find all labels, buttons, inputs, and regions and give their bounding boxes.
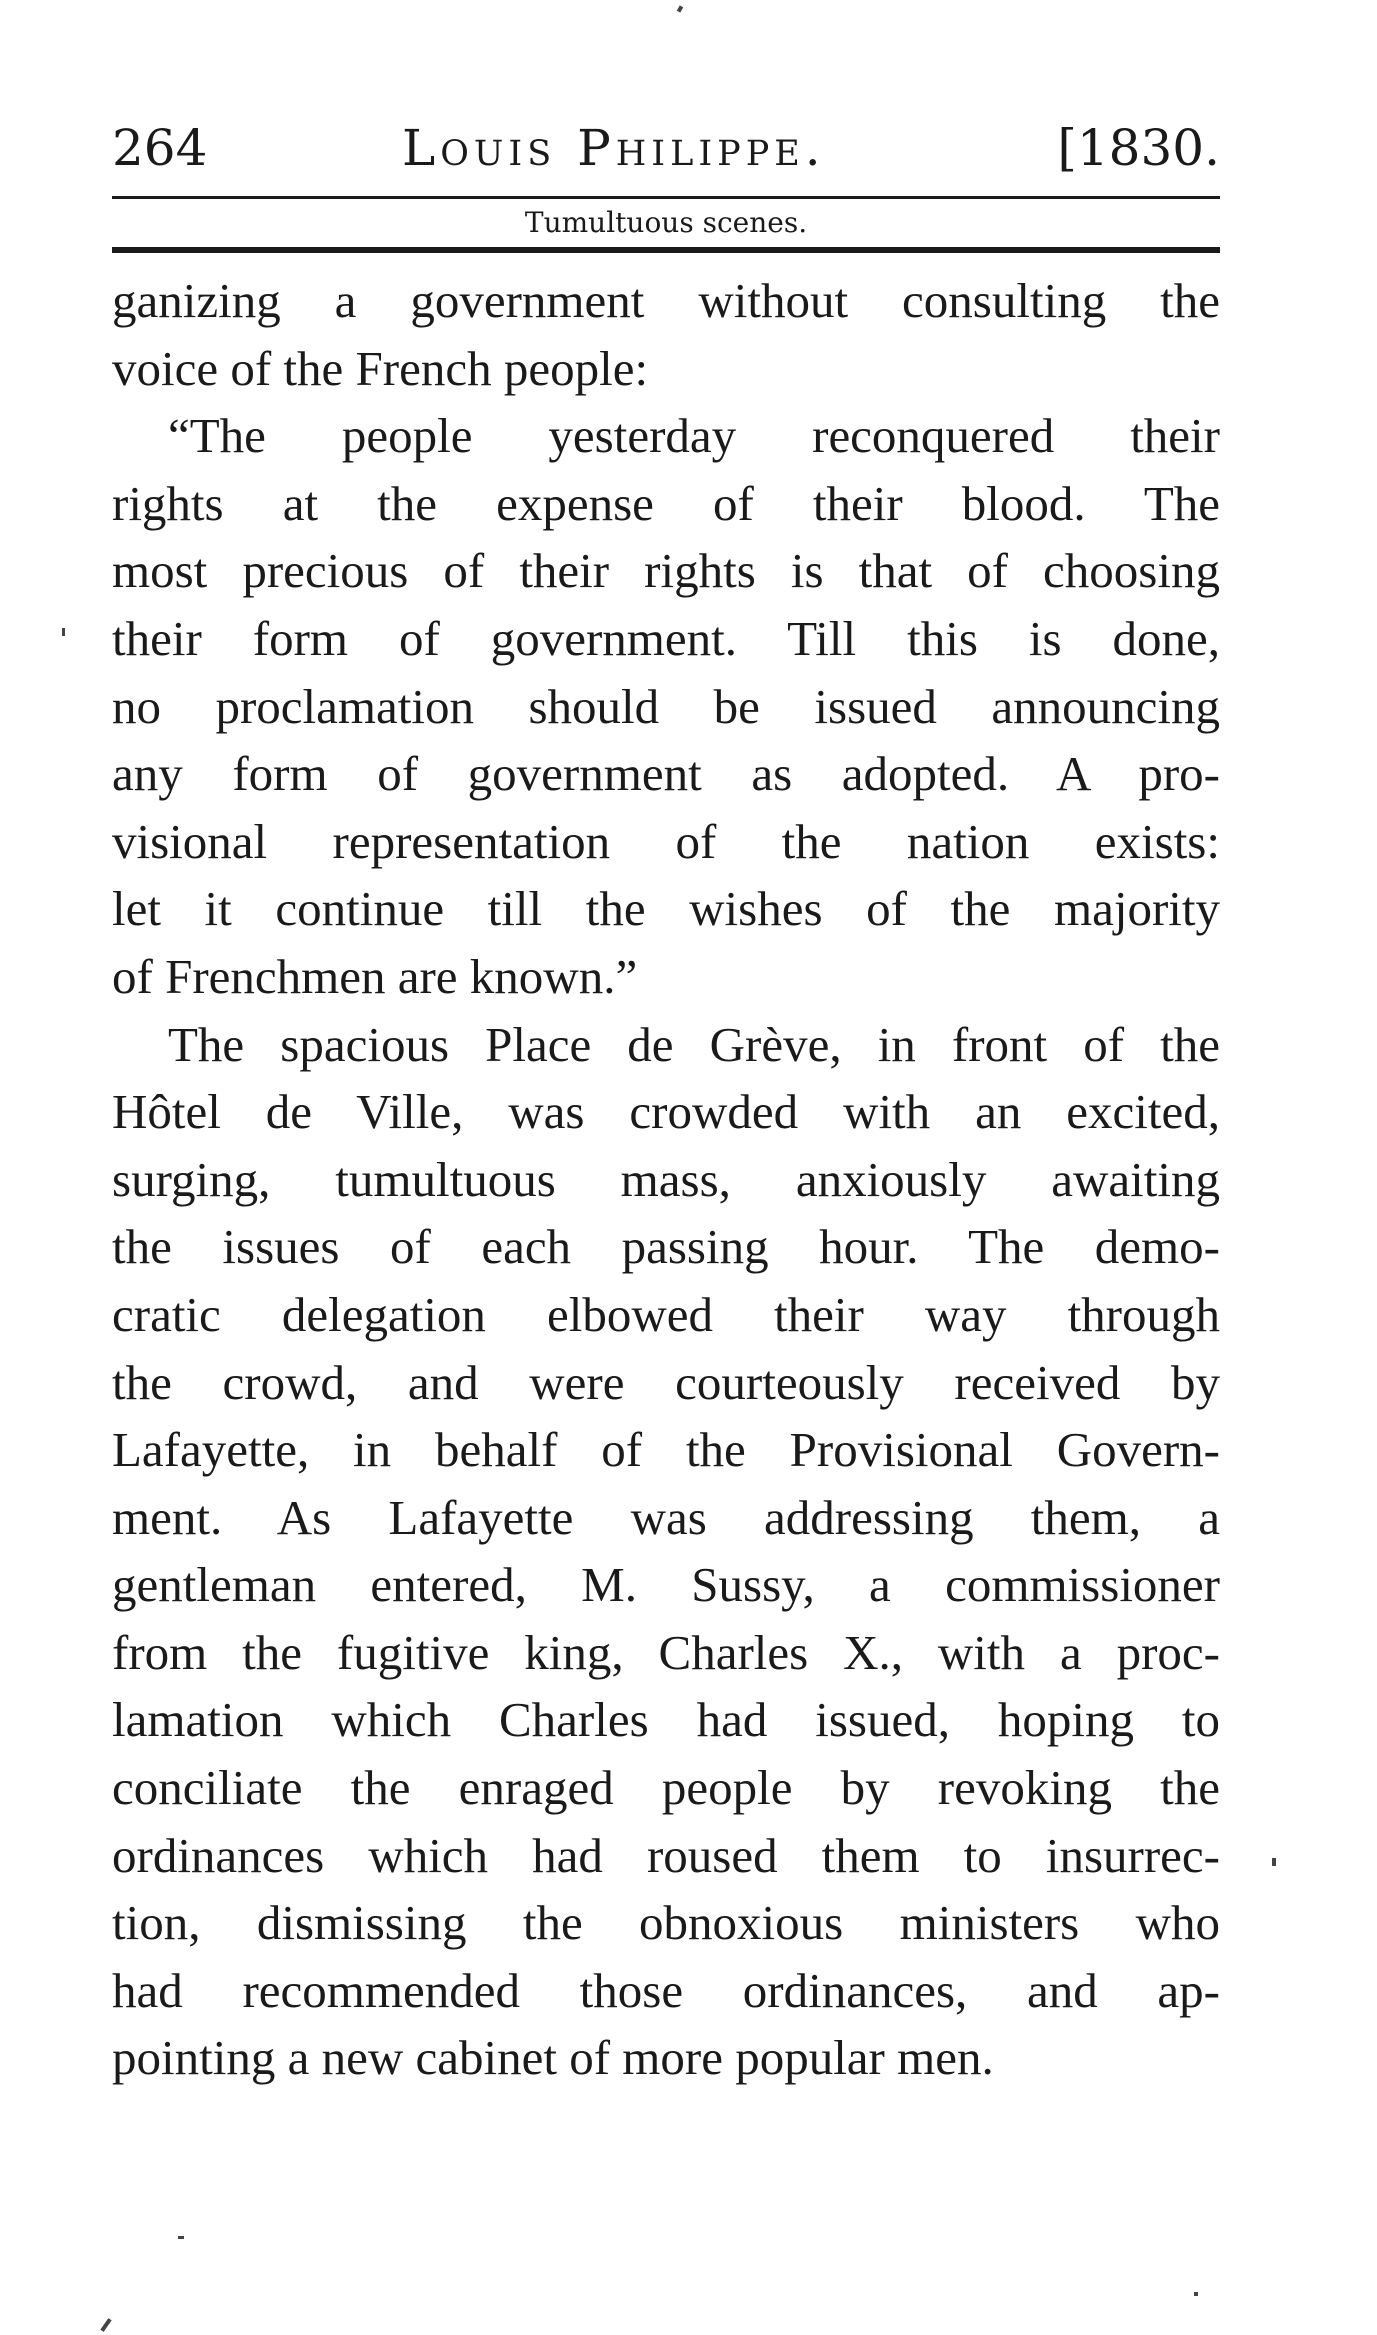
book-page (112, 108, 1220, 2092)
text-line: The spacious Place de Grève, in front of the (168, 1016, 1220, 1072)
text-line: of Frenchmen are known.” (112, 948, 638, 1004)
section-subtitle: Tumultuous scenes. (524, 206, 808, 239)
subtitle-rule (112, 247, 1220, 253)
text-line: conciliate the enraged people by revoking the (112, 1760, 1220, 1816)
running-header (112, 108, 1220, 188)
scan-speck (1272, 1858, 1276, 1866)
text-line: the crowd, and were courteously received by (112, 1354, 1220, 1410)
text-line: from the fugitive king, Charles X., with a proc- (112, 1624, 1220, 1680)
text-line: surging, tumultuous mass, anxiously awaiting (112, 1151, 1220, 1207)
body-text (112, 267, 1220, 2092)
text-line: lamation which Charles had issued, hoping to (112, 1692, 1220, 1748)
header-year: [1830. (1057, 119, 1220, 177)
text-line: “The people yesterday reconquered their (168, 408, 1220, 464)
scan-speck (1194, 2292, 1198, 2296)
text-line: ment. As Lafayette was addressing them, a (112, 1489, 1220, 1545)
scan-speck (178, 2236, 184, 2239)
text-line: voice of the French people: (112, 340, 649, 396)
text-line: pointing a new cabinet of more popular men. (112, 2030, 994, 2086)
text-line: most precious of their rights is that of choosing (112, 543, 1220, 599)
text-line: cratic delegation elbowed their way through (112, 1286, 1220, 1342)
text-line: no proclamation should be issued announcing (112, 678, 1220, 734)
text-line: their form of government. Till this is done, (112, 610, 1220, 666)
text-line: ordinances which had roused them to insurrec- (112, 1827, 1220, 1883)
text-line: ganizing a government without consulting the (112, 273, 1220, 328)
text-line: visional representation of the nation exists: (112, 813, 1220, 869)
text-line: tion, dismissing the obnoxious ministers who (112, 1895, 1220, 1951)
text-line: the issues of each passing hour. The demo- (112, 1219, 1220, 1275)
page-number: 264 (112, 119, 208, 177)
scan-speck (100, 2318, 111, 2332)
text-line: rights at the expense of their blood. The (112, 475, 1220, 531)
running-title: Louis Philippe. (402, 119, 826, 177)
text-line: any form of government as adopted. A pro- (112, 746, 1220, 802)
text-line: had recommended those ordinances, and ap- (112, 1962, 1220, 2018)
text-line: gentleman entered, M. Sussy, a commissioner (112, 1557, 1220, 1613)
text-line: Hôtel de Ville, was crowded with an excited, (112, 1084, 1220, 1140)
text-line: let it continue till the wishes of the majority (112, 881, 1220, 937)
scan-speck (677, 5, 683, 12)
text-line: Lafayette, in behalf of the Provisional Govern- (112, 1422, 1220, 1478)
scan-speck (62, 628, 65, 636)
